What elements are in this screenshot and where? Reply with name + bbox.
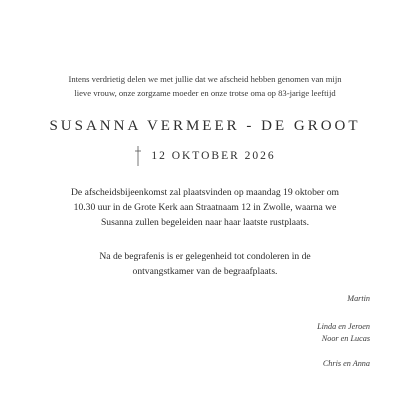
intro-line: lieve vrouw, onze zorgzame moeder en onze trotse oma op 83-jarige leeftijd — [74, 88, 336, 98]
signature-group — [170, 358, 370, 370]
signature-group — [170, 321, 370, 345]
signature-name: Noor en Lucas — [321, 334, 370, 343]
cross-icon — [134, 146, 142, 166]
signature-group — [170, 293, 370, 305]
date-text: 12 OKTOBER 2026 — [151, 150, 276, 162]
deceased-name: SUSANNA VERMEER - DE GROOT — [49, 118, 361, 134]
funeral-line: De afscheidsbijeenkomst zal plaatsvinden op maandag 19 oktober om — [70, 187, 340, 198]
condolence-line: ontvangstkamer van de begraafplaats. — [132, 266, 278, 277]
intro-line: Intens verdrietig delen we met jullie dat we afscheid hebben genomen van mijn — [68, 74, 342, 84]
funeral-line: 10.30 uur in de Grote Kerk aan Straatnaam 12 in Zwolle, waarna we — [73, 202, 337, 213]
signature-name: Linda en Jeroen — [317, 322, 370, 331]
intro-text — [40, 72, 370, 100]
condolence-line: Na de begrafenis is er gelegenheid tot condoleren in de — [99, 251, 311, 262]
signature-name: Martin — [347, 294, 370, 303]
condolence-details — [40, 249, 370, 279]
date-of-death — [0, 146, 410, 166]
funeral-details — [40, 185, 370, 230]
funeral-line: Susanna zullen begeleiden naar haar laatste rustplaats. — [100, 217, 310, 228]
signature-name: Chris en Anna — [322, 359, 370, 368]
